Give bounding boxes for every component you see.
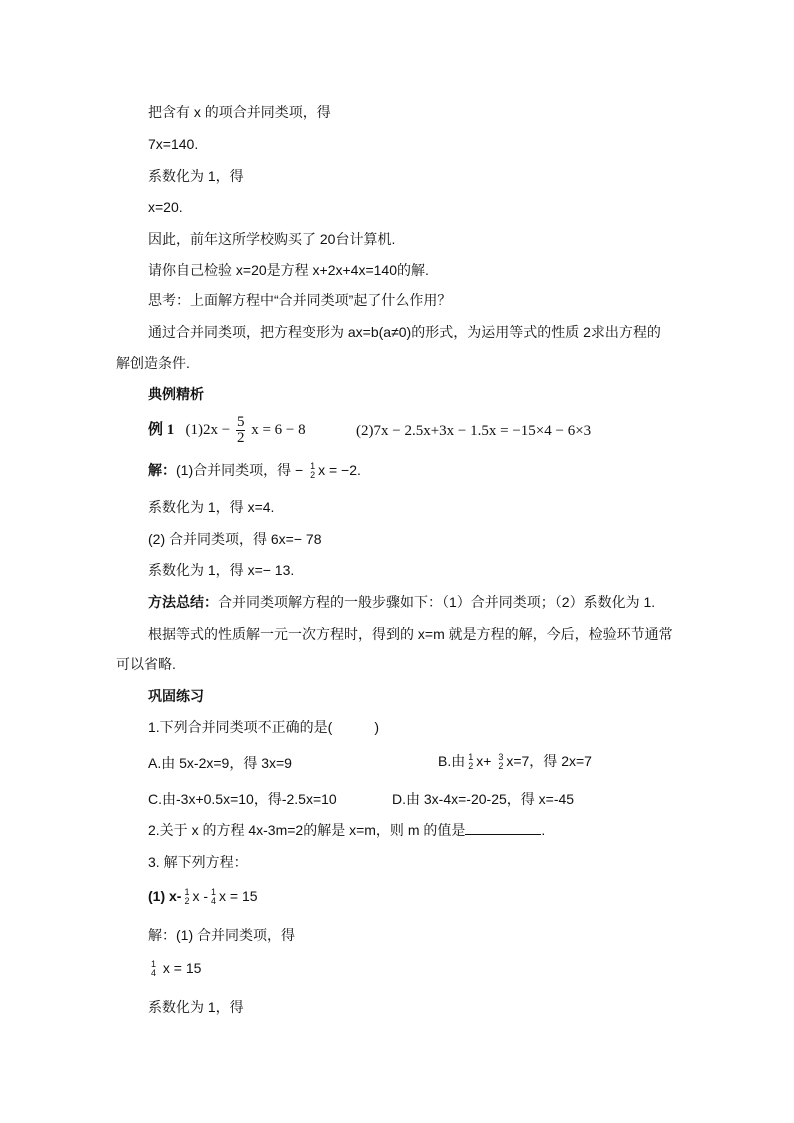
fraction-denominator: 2 — [184, 896, 190, 907]
fraction-denominator: 2 — [310, 470, 316, 481]
option-b-mid: x+ — [476, 753, 492, 769]
question-stem: 1.下列合并同类项不正确的是( ) — [148, 719, 379, 735]
answer-blank — [465, 820, 541, 835]
fraction-denominator: 2 — [498, 761, 504, 772]
text-line: 系数化为 1，得 — [148, 999, 244, 1015]
fraction-denominator: 4 — [151, 968, 157, 979]
text-line: 系数化为 1，得 — [148, 168, 244, 184]
option-c: C.由-3x+0.5x=10，得-2.5x=10 — [148, 791, 337, 807]
text-line: 通过合并同类项，把方程变形为 ax=b(a≠0)的形式，为运用等式的性质 2求出方程的 — [148, 324, 661, 340]
fraction-denominator: 2 — [468, 761, 474, 772]
text-line: 把含有 x 的项合并同类项，得 — [148, 104, 331, 120]
fraction-numerator: 1 — [211, 887, 217, 898]
fraction-numerator: 3 — [498, 752, 504, 763]
question-2 — [148, 820, 545, 840]
fraction — [467, 753, 474, 771]
fraction-denominator: 2 — [236, 430, 245, 446]
fraction-numerator: 1 — [151, 959, 157, 970]
fraction — [309, 462, 316, 480]
example-part2: (2)7x − 2.5x+3x − 1.5x = −15×4 − 6×3 — [356, 423, 592, 439]
solution-line: 系数化为 1，得 x=4. — [148, 499, 275, 515]
example-part1-suffix: x = 6 − 8 — [251, 421, 306, 438]
option-d: D.由 3x-4x=-20-25，得 x=-45 — [392, 791, 575, 807]
solution-line: (2) 合并同类项，得 6x=− 78 — [148, 531, 322, 547]
summary-label: 方法总结： — [148, 594, 218, 610]
fraction-numerator: 1 — [184, 887, 190, 898]
equation-line: 7x=140. — [148, 136, 199, 152]
question-stem: 3. 解下列方程： — [148, 854, 248, 870]
fraction-numerator: 5 — [236, 414, 245, 430]
summary-line: 根据等式的性质解一元一次方程时，得到的 x=m 就是方程的解，今后，检验环节通常 — [148, 626, 673, 642]
option-b-suffix: x=7，得 2x=7 — [506, 753, 592, 769]
text-line: 因此，前年这所学校购买了 20台计算机. — [148, 231, 396, 247]
question-2-text: 2.关于 x 的方程 4x-3m=2的解是 x=m，则 m 的值是 — [148, 822, 466, 838]
equation-line — [148, 886, 258, 906]
fraction — [210, 888, 217, 906]
fraction — [236, 415, 246, 446]
option-b-prefix: B.由 — [438, 753, 466, 769]
equation-line — [148, 958, 201, 978]
solution-step1-suffix: x = −2. — [318, 462, 361, 478]
question-2-end: . — [541, 822, 546, 838]
fraction-numerator: 1 — [468, 752, 474, 763]
fraction-denominator: 4 — [211, 896, 217, 907]
equation-line: x=20. — [148, 199, 183, 215]
example-label: 例 1 — [148, 421, 175, 438]
solution-line: 系数化为 1，得 x=− 13. — [148, 562, 295, 578]
solution-label: 解： — [148, 462, 176, 478]
equation-mid: x - — [192, 888, 209, 904]
solution-step1-prefix: (1)合并同类项，得 − — [176, 462, 304, 478]
equation-suffix: x = 15 — [219, 888, 258, 904]
text-line: 请你自己检验 x=20是方程 x+2x+4x=140的解. — [148, 262, 429, 278]
text-line: 思考：上面解方程中“合并同类项”起了什么作用？ — [148, 292, 452, 308]
equation-suffix: x = 15 — [162, 960, 202, 976]
fraction — [183, 888, 190, 906]
option-a: A.由 5x-2x=9，得 3x=9 — [148, 755, 292, 771]
solution-line — [148, 460, 361, 480]
example-line — [148, 415, 306, 446]
summary-text: 合并同类项解方程的一般步骤如下：（1）合并同类项；（2）系数化为 1. — [218, 594, 656, 610]
fraction — [150, 960, 157, 978]
text-line: 解创造条件. — [116, 355, 190, 371]
example-part1-prefix: (1)2x − — [185, 421, 231, 438]
option-b — [438, 751, 592, 771]
fraction-numerator: 1 — [310, 461, 316, 472]
section-heading: 巩固练习 — [148, 688, 204, 704]
summary-line: 可以省略. — [116, 656, 176, 672]
section-heading: 典例精析 — [148, 386, 204, 402]
equation-prefix: (1) x- — [148, 888, 182, 904]
fraction — [497, 753, 504, 771]
summary-line — [148, 592, 655, 612]
solution-line: 解：(1) 合并同类项，得 — [148, 927, 295, 943]
